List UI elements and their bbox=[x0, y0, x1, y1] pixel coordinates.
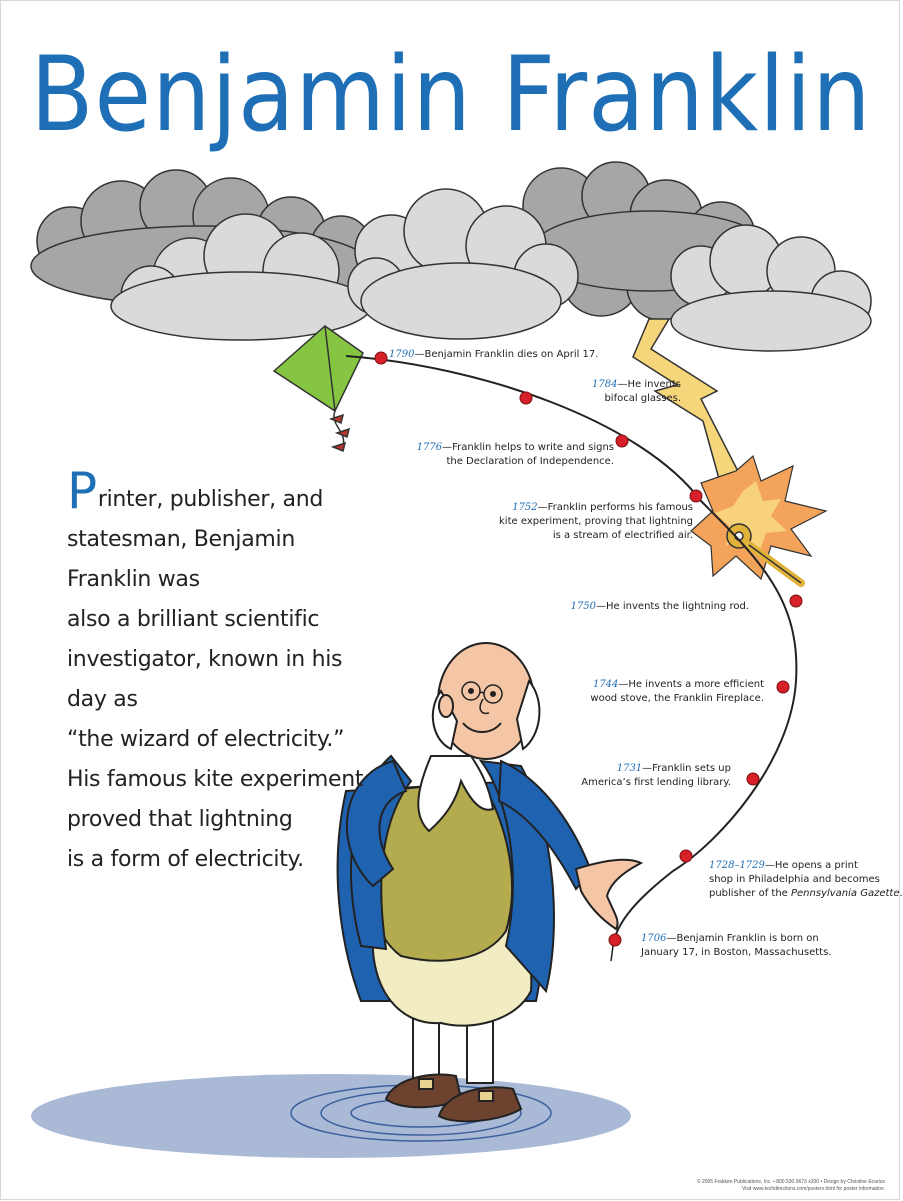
timeline-text: is a stream of electrified air. bbox=[552, 530, 693, 541]
timeline-entry-1706 bbox=[641, 932, 831, 960]
timeline-year: 1728–1729 bbox=[709, 860, 765, 871]
timeline-dot-1790 bbox=[375, 352, 387, 364]
timeline-text-italic: Pennsylvania Gazette bbox=[791, 888, 900, 899]
timeline-entry-1750 bbox=[561, 600, 749, 614]
timeline-text: publisher of the bbox=[709, 888, 791, 899]
intro-paragraph bbox=[67, 462, 367, 880]
timeline-text: —He invents bbox=[617, 379, 681, 390]
intro-line: statesman, Benjamin Franklin was bbox=[67, 527, 295, 592]
franklin-figure bbox=[338, 643, 641, 1121]
timeline-entry-1728 bbox=[709, 859, 903, 901]
timeline-entry-1790 bbox=[389, 348, 598, 362]
timeline-year: 1731 bbox=[616, 763, 643, 774]
timeline-entry-1731 bbox=[561, 762, 731, 790]
timeline-year: 1752 bbox=[512, 502, 538, 513]
timeline-dot-1750 bbox=[790, 595, 802, 607]
timeline-year: 1706 bbox=[641, 933, 667, 944]
timeline-dot-1706 bbox=[609, 934, 621, 946]
timeline-text: January 17, in Boston, Massachusetts. bbox=[641, 947, 832, 958]
page-title: Benjamin Franklin bbox=[30, 34, 872, 155]
credit-line-2: Visit www.techdirections.com/posters.html for poster information. bbox=[741, 1186, 885, 1192]
timeline-dot-1728 bbox=[680, 850, 692, 862]
timeline-dot-1776 bbox=[616, 435, 628, 447]
puddle bbox=[31, 1074, 631, 1158]
intro-line: rinter, publisher, and bbox=[97, 487, 324, 512]
timeline-text: . bbox=[899, 888, 903, 899]
intro-line: investigator, known in his day as bbox=[67, 647, 343, 712]
intro-line: His famous kite experiment bbox=[67, 767, 364, 792]
timeline-text: America’s first lending library. bbox=[581, 777, 731, 788]
timeline-year: 1744 bbox=[592, 679, 619, 690]
timeline-text: —Franklin helps to write and signs bbox=[442, 442, 614, 453]
timeline-text: —Benjamin Franklin dies on April 17. bbox=[414, 349, 599, 360]
intro-dropcap: P bbox=[67, 462, 97, 520]
timeline-text: —He opens a print bbox=[764, 860, 858, 871]
timeline-text: the Declaration of Independence. bbox=[446, 456, 614, 467]
storm-clouds bbox=[31, 162, 871, 351]
intro-line: is a form of electricity. bbox=[67, 847, 304, 872]
timeline-text: —Benjamin Franklin is born on bbox=[666, 933, 819, 944]
timeline-entry-1752 bbox=[471, 501, 693, 543]
intro-line: “the wizard of electricity.” bbox=[67, 727, 345, 752]
timeline-year: 1776 bbox=[416, 442, 443, 453]
timeline-text: —Franklin sets up bbox=[642, 763, 731, 774]
timeline-dot-1744 bbox=[777, 681, 789, 693]
credit-line-1: © 2005 Frakken Publications, Inc. • 800.530.9673 x200 • Design by Christine Ecarius bbox=[696, 1179, 885, 1185]
timeline-year: 1790 bbox=[389, 349, 415, 360]
timeline-text: —He invents a more efficient bbox=[618, 679, 764, 690]
timeline-text: —Franklin performs his famous bbox=[537, 502, 693, 513]
intro-line: also a brilliant scientific bbox=[67, 607, 320, 632]
intro-line: proved that lightning bbox=[67, 807, 293, 832]
timeline-dot-1731 bbox=[747, 773, 759, 785]
timeline-text: —He invents the lightning rod. bbox=[596, 601, 749, 612]
timeline-text: shop in Philadelphia and becomes bbox=[709, 874, 880, 885]
timeline-text: kite experiment, proving that lightning bbox=[499, 516, 693, 527]
timeline-entry-1776 bbox=[396, 441, 614, 469]
timeline-text: bifocal glasses. bbox=[604, 393, 681, 404]
credit-line bbox=[697, 1179, 885, 1193]
timeline-entry-1744 bbox=[561, 678, 764, 706]
timeline-text: wood stove, the Franklin Fireplace. bbox=[590, 693, 764, 704]
kite bbox=[274, 326, 363, 451]
timeline-year: 1784 bbox=[592, 379, 618, 390]
timeline-year: 1750 bbox=[570, 601, 597, 612]
timeline-entry-1784 bbox=[521, 378, 681, 406]
